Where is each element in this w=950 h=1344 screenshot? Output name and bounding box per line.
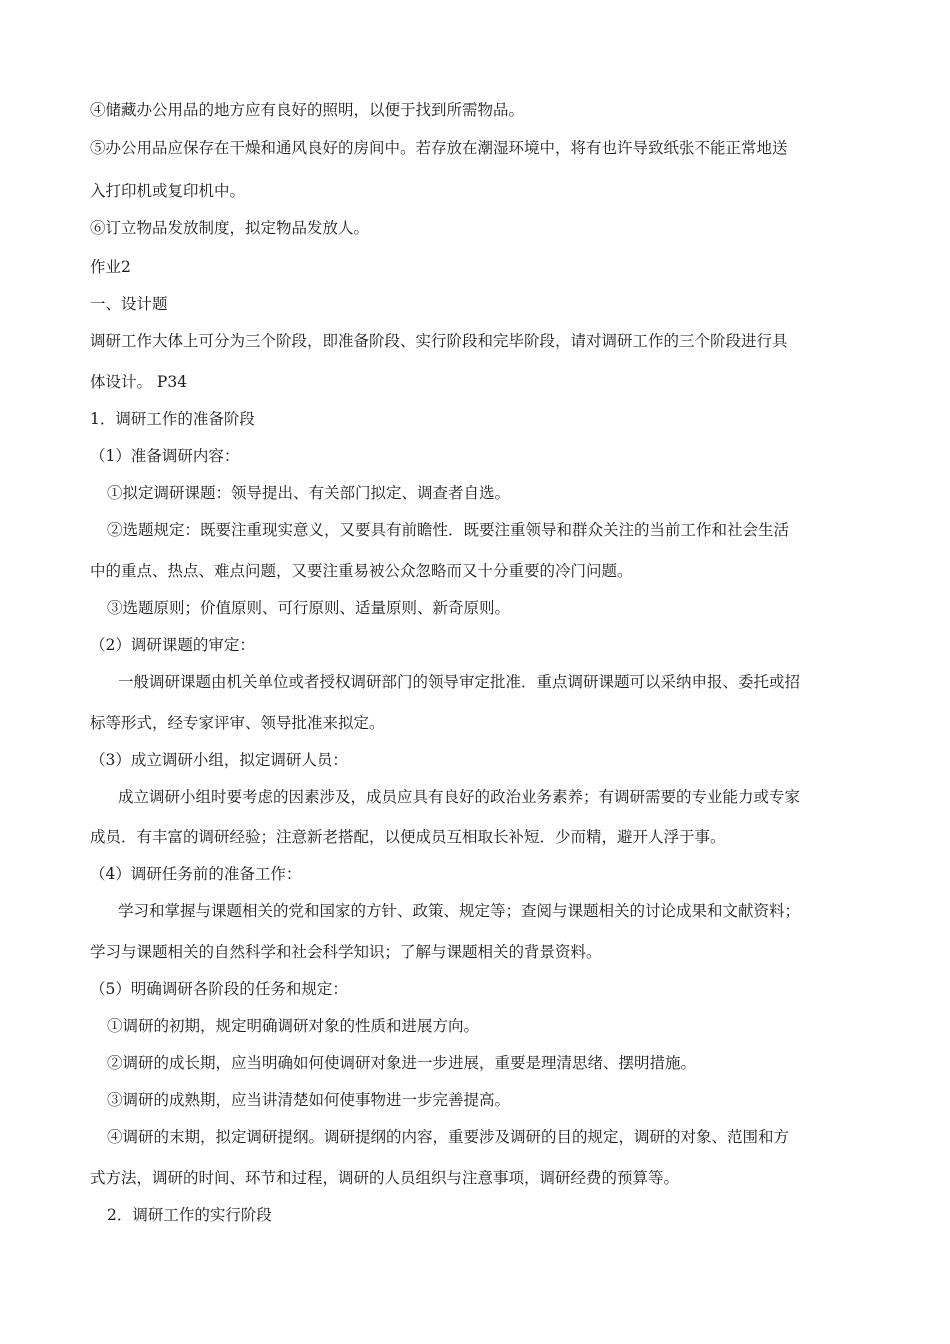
item-heading-3: （3）成立调研小组，拟定调研人员： [90, 751, 348, 769]
paragraph-line-1: 学习和掌握与课题相关的党和国家的方针、政策、规定等；查阅与课题相关的讨论成果和文献资料； [118, 902, 801, 920]
question-line-2: 体设计。 P34 [90, 373, 188, 391]
item-heading-5: （5）明确调研各阶段的任务和规定： [90, 980, 348, 998]
list-item-5-line-2: 入打印机或复印机中。 [90, 182, 246, 200]
paragraph-line-1: 一般调研课题由机关单位或者授权调研部门的领导审定批准．重点调研课题可以采纳申报、委托或招 [118, 673, 801, 691]
list-item: ③选题原则；价值原则、可行原则、适量原则、新奇原则。 [107, 599, 511, 617]
list-item: ①调研的初期，规定明确调研对象的性质和进展方向。 [107, 1017, 480, 1035]
paragraph-line-2: 标等形式，经专家评审、领导批准来拟定。 [90, 714, 385, 732]
item-heading-2: （2）调研课题的审定： [90, 636, 255, 654]
list-item: ②调研的成长期，应当明确如何使调研对象进一步进展，重要是理清思绪、摆明措施。 [107, 1054, 697, 1072]
section-heading: 一、设计题 [90, 295, 168, 313]
paragraph-line-1: 成立调研小组时要考虑的因素涉及，成员应具有良好的政治业务素养；有调研需要的专业能力或专家 [118, 788, 801, 806]
list-item: ③调研的成熟期，应当讲清楚如何使事物进一步完善提高。 [107, 1091, 511, 1109]
assignment-heading: 作业2 [90, 258, 131, 276]
paragraph-line-2: 学习与课题相关的自然科学和社会科学知识；了解与课题相关的背景资料。 [90, 943, 602, 961]
list-item: ①拟定调研课题：领导提出、有关部门拟定、调查者自选。 [107, 484, 511, 502]
list-item-line-2: 中的重点、热点、难点问题，又要注重易被公众忽略而又十分重要的冷门问题。 [90, 562, 633, 580]
list-item-5-line-1: ⑤办公用品应保存在干燥和通风良好的房间中。若存放在潮湿环境中，将有也许导致纸张不能正常地送 [90, 139, 788, 157]
item-heading-4: （4）调研任务前的准备工作： [90, 865, 302, 883]
subsection-heading-2: 2．调研工作的实行阶段 [107, 1206, 272, 1224]
list-item-4: ④储藏办公用品的地方应有良好的照明，以便于找到所需物品。 [90, 101, 525, 119]
paragraph-line-2: 成员．有丰富的调研经验；注意新老搭配，以便成员互相取长补短．少而精，避开人浮于事。 [90, 828, 726, 846]
list-item-line-2: 式方法，调研的时间、环节和过程，调研的人员组织与注意事项，调研经费的预算等。 [90, 1169, 680, 1187]
item-heading-1: （1）准备调研内容： [90, 447, 240, 465]
list-item-line-1: ②选题规定：既要注重现实意义，又要具有前瞻性．既要注重领导和群众关注的当前工作和社会生活 [107, 521, 790, 539]
list-item-6: ⑥订立物品发放制度，拟定物品发放人。 [90, 219, 370, 237]
subsection-heading-1: 1．调研工作的准备阶段 [90, 410, 255, 428]
question-line-1: 调研工作大体上可分为三个阶段，即准备阶段、实行阶段和完毕阶段，请对调研工作的三个阶段进行具 [90, 332, 788, 350]
list-item-line-1: ④调研的末期，拟定调研提纲。调研提纲的内容，重要涉及调研的目的规定，调研的对象、范围和方 [107, 1128, 790, 1146]
